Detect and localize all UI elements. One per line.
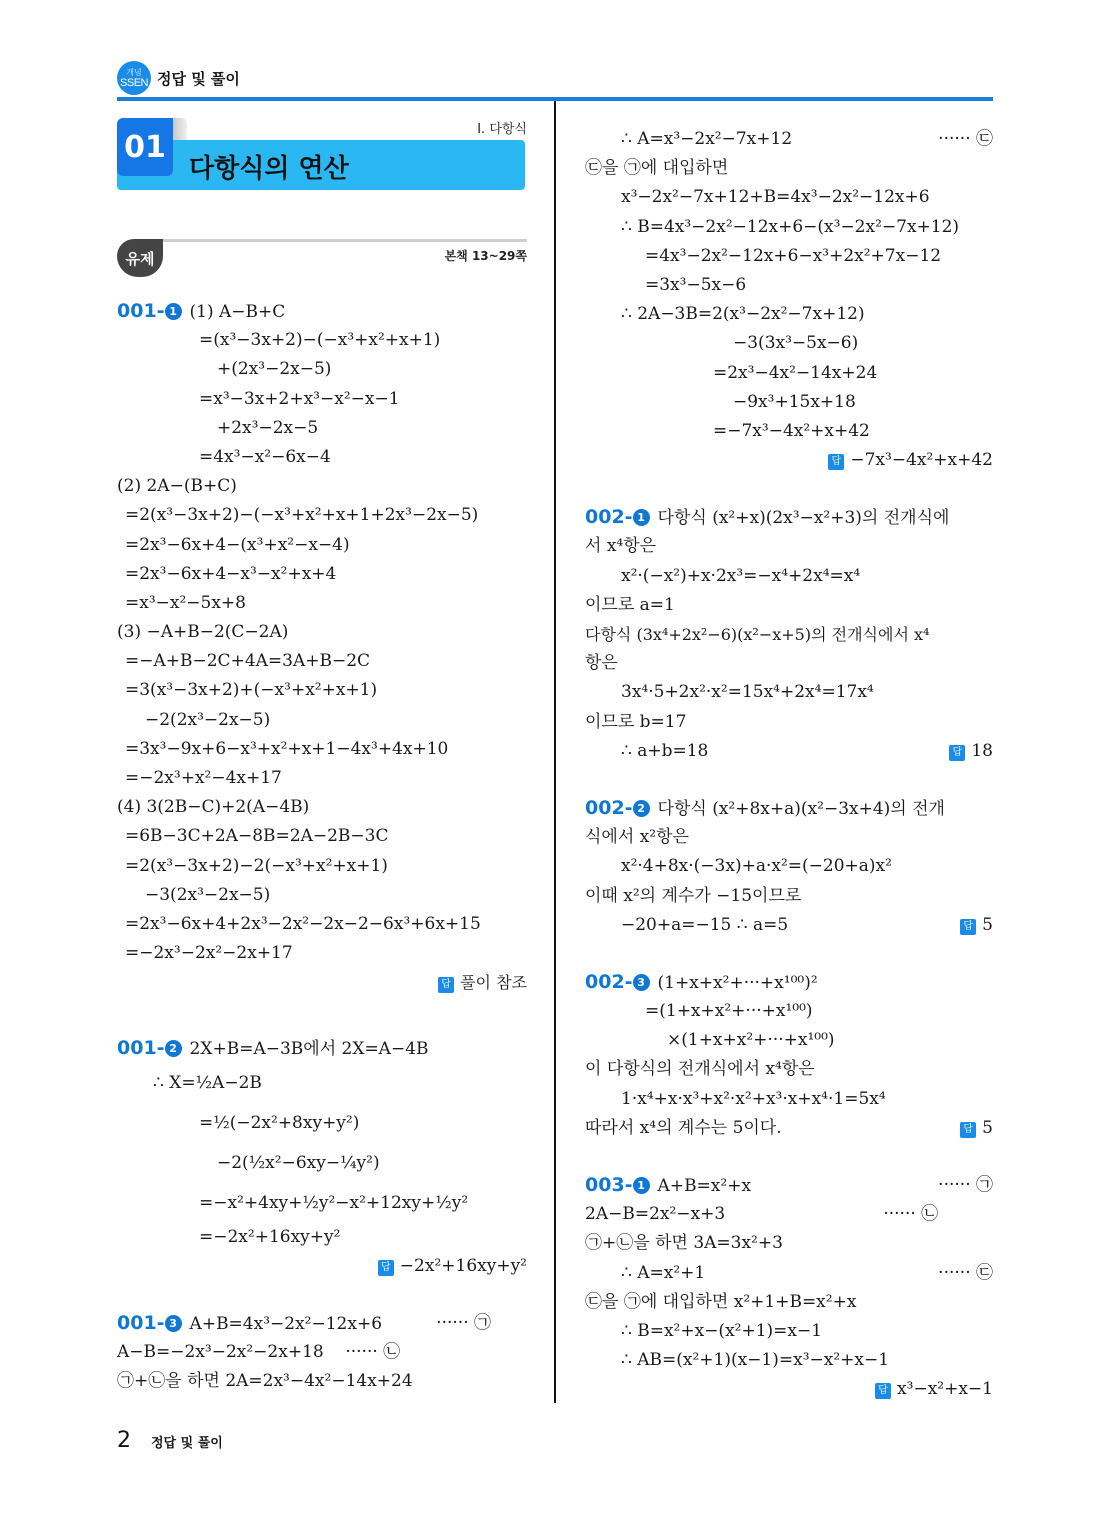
problem-id-text: 002- xyxy=(585,796,633,819)
solution-line: ㉠+㉡을 하면 2A=2x³−4x²−14x+24 xyxy=(117,1371,413,1392)
problem-001-2 xyxy=(117,1034,527,1282)
answer-line xyxy=(585,1375,993,1404)
solution-line: =−2x³−2x²−2x+17 xyxy=(125,943,293,964)
problem-id-text: 002- xyxy=(585,506,633,529)
answer-icon: 답 xyxy=(960,919,976,935)
solution-line: +2x³−2x−5 xyxy=(217,417,319,438)
answer-line xyxy=(960,1114,993,1143)
solution-line: 따라서 x⁴의 계수는 5이다. xyxy=(585,1117,782,1138)
section-badge: 유제 xyxy=(117,239,163,277)
left-column xyxy=(117,297,527,1397)
problem-id xyxy=(585,506,650,528)
answer-text: −2x²+16xy+y² xyxy=(399,1255,527,1276)
answer-text: x³−x²+x−1 xyxy=(897,1379,993,1400)
chapter-fold xyxy=(173,118,187,140)
answer-icon: 답 xyxy=(949,745,965,761)
solution-line: =−2x²+16xy+y² xyxy=(199,1226,341,1247)
solution-line: 다항식 (x²+8x+a)(x²−3x+4)의 전개 xyxy=(657,798,945,819)
answer-icon: 답 xyxy=(378,1260,394,1276)
chapter-title: 다항식의 연산 xyxy=(189,154,349,184)
problem-id-text: 002- xyxy=(585,970,633,993)
solution-line: =6B−3C+2A−8B=2A−2B−3C xyxy=(125,826,389,847)
problem-001-3 xyxy=(117,1309,527,1397)
header-title: 정답 및 풀이 xyxy=(157,69,240,88)
solution-line: =2(x³−3x+2)−2(−x³+x²+x+1) xyxy=(125,855,388,876)
solution-line: −3(2x³−2x−5) xyxy=(145,884,271,905)
solution-line: =−2x³+x²−4x+17 xyxy=(125,768,282,788)
solution-line: =−7x³−4x²+x+42 xyxy=(713,420,870,441)
solution-line: ∴ 2A−3B=2(x³−2x²−7x+12) xyxy=(621,304,865,325)
answer-icon: 답 xyxy=(828,454,844,470)
problem-001-3-continued xyxy=(585,125,993,475)
solution-line: =2(x³−3x+2)−(−x³+x²+x+1+2x³−2x−5) xyxy=(125,505,479,526)
problem-id xyxy=(585,1174,650,1196)
circled-number-icon: 2 xyxy=(633,800,650,817)
problem-002-1 xyxy=(585,503,993,766)
solution-line: 이때 x²의 계수가 −15이므로 xyxy=(585,885,802,906)
equation-tag: ······ ㉡ xyxy=(345,1342,401,1363)
solution-line: =x³−x²−5x+8 xyxy=(125,592,247,613)
problem-id-text: 001- xyxy=(117,1036,165,1059)
solution-line: =2x³−6x+4−x³−x²+x+4 xyxy=(125,563,337,584)
solution-line: ∴ X=½A−2B xyxy=(153,1072,262,1093)
solution-line: 2X+B=A−3B에서 2X=A−4B xyxy=(189,1038,429,1059)
solution-line: ∴ A=x³−2x²−7x+12 xyxy=(621,129,793,149)
equation-tag: ······ ㉠ xyxy=(938,1175,993,1195)
problem-id xyxy=(117,300,182,322)
solution-line: 2A−B=2x²−x+3 xyxy=(585,1204,726,1225)
equation-tag: ······ ㉡ xyxy=(883,1204,939,1225)
solution-line: 서 x⁴항은 xyxy=(585,536,657,557)
column-divider xyxy=(554,101,556,1403)
problem-id xyxy=(585,797,650,819)
solution-line: −2(½x²−6xy−¼y²) xyxy=(217,1152,380,1173)
answer-text: 5 xyxy=(982,914,993,935)
solution-line: −20+a=−15 ∴ a=5 xyxy=(621,914,789,935)
solution-line: =2x³−6x+4−(x³+x²−x−4) xyxy=(125,534,350,555)
solution-line: ㉢을 ㉠에 대입하면 xyxy=(585,158,729,179)
footer-title: 정답 및 풀이 xyxy=(151,1436,223,1451)
solution-line: 다항식 (3x⁴+2x²−6)(x²−x+5)의 전개식에서 x⁴ xyxy=(585,625,930,644)
solution-line: (1+x+x²+···+x¹⁰⁰)² xyxy=(657,972,818,993)
page-footer xyxy=(117,1428,223,1453)
solution-line: (4) 3(2B−C)+2(A−4B) xyxy=(117,797,310,818)
solution-line: +(2x³−2x−5) xyxy=(217,359,332,380)
logo-bottom-text: SSEN xyxy=(120,77,148,89)
solution-line: ∴ a+b=18 xyxy=(621,740,709,761)
answer-text: −7x³−4x²+x+42 xyxy=(850,450,993,471)
problem-id-text: 001- xyxy=(117,300,165,322)
equation-tag: ······ ㉢ xyxy=(938,129,993,149)
solution-line: 다항식 (x²+x)(2x³−x²+3)의 전개식에 xyxy=(657,508,950,529)
solution-line: ∴ B=4x³−2x²−12x+6−(x³−2x²−7x+12) xyxy=(621,216,960,237)
solution-line: x²·(−x²)+x·2x³=−x⁴+2x⁴=x⁴ xyxy=(621,565,861,586)
problem-001-1 xyxy=(117,297,527,998)
solution-line: 3x⁴·5+2x²·x²=15x⁴+2x⁴=17x⁴ xyxy=(621,682,874,703)
solution-line: 이므로 a=1 xyxy=(585,594,675,615)
solution-line: =(x³−3x+2)−(−x³+x²+x+1) xyxy=(199,330,441,351)
answer-line xyxy=(117,968,527,997)
solution-line: −3(3x³−5x−6) xyxy=(733,333,859,354)
page-number: 2 xyxy=(117,1428,131,1453)
equation-tag: ······ ㉢ xyxy=(938,1262,993,1283)
solution-line: (1) A−B+C xyxy=(189,302,286,322)
circled-number-icon: 1 xyxy=(633,1177,650,1194)
answer-icon: 답 xyxy=(960,1122,976,1138)
solution-line: ㉢을 ㉠에 대입하면 x²+1+B=x²+x xyxy=(585,1291,857,1312)
circled-number-icon: 1 xyxy=(633,509,650,526)
circled-number-icon: 3 xyxy=(165,1315,182,1332)
problem-id-text: 003- xyxy=(585,1174,633,1196)
page-header xyxy=(117,60,240,96)
answer-icon: 답 xyxy=(875,1383,891,1399)
ssen-logo xyxy=(117,61,151,95)
answer-line xyxy=(117,1252,527,1281)
solution-line: =4x³−2x²−12x+6−x³+2x²+7x−12 xyxy=(645,245,942,266)
solution-line: =2x³−6x+4+2x³−2x²−2x−2−6x³+6x+15 xyxy=(125,913,481,934)
answer-line xyxy=(949,737,993,766)
solution-line: −9x³+15x+18 xyxy=(733,391,856,412)
solution-line: A−B=−2x³−2x²−2x+18 xyxy=(117,1342,324,1363)
solution-line: 항은 xyxy=(585,653,618,674)
solution-line: −2(2x³−2x−5) xyxy=(145,709,271,730)
solution-line: ×(1+x+x²+···+x¹⁰⁰) xyxy=(667,1030,835,1051)
solution-line: 이므로 b=17 xyxy=(585,711,687,732)
page-reference: 본책 13~29쪽 xyxy=(444,249,527,263)
solution-line: ㉠+㉡을 하면 3A=3x²+3 xyxy=(585,1233,783,1254)
unit-label: Ⅰ. 다항식 xyxy=(477,122,527,137)
solution-line: (2) 2A−(B+C) xyxy=(117,476,237,497)
problem-003-1 xyxy=(585,1171,993,1405)
solution-line: A+B=x²+x xyxy=(657,1176,752,1196)
problem-id xyxy=(117,1312,182,1334)
answer-icon: 답 xyxy=(438,977,454,993)
solution-line: =3(x³−3x+2)+(−x³+x²+x+1) xyxy=(125,680,378,701)
solution-line: 식에서 x²항은 xyxy=(585,827,689,848)
solution-line: =2x³−4x²−14x+24 xyxy=(713,362,878,383)
problem-id-text: 001- xyxy=(117,1312,165,1335)
logo-top-text: 개념 xyxy=(126,68,142,77)
circled-number-icon: 2 xyxy=(165,1040,182,1057)
solution-line: (3) −A+B−2(C−2A) xyxy=(117,622,289,643)
answer-line xyxy=(960,911,993,940)
solution-line: 1·x⁴+x·x³+x²·x²+x³·x+x⁴·1=5x⁴ xyxy=(621,1088,886,1109)
solution-line: =½(−2x²+8xy+y²) xyxy=(199,1112,360,1133)
solution-line: =−A+B−2C+4A=3A+B−2C xyxy=(125,651,371,672)
circled-number-icon: 1 xyxy=(165,303,182,320)
problem-002-2 xyxy=(585,794,993,940)
problem-id xyxy=(117,1037,182,1059)
solution-line: x³−2x²−7x+12+B=4x³−2x²−12x+6 xyxy=(621,187,930,208)
circled-number-icon: 3 xyxy=(633,974,650,991)
solution-line: =3x³−9x+6−x³+x²+x+1−4x³+4x+10 xyxy=(125,738,449,759)
section-rule xyxy=(147,239,527,242)
chapter-number: 01 xyxy=(117,118,173,176)
answer-line xyxy=(585,446,993,475)
answer-text: 5 xyxy=(982,1117,993,1138)
chapter-banner xyxy=(117,118,527,192)
solution-line: =(1+x+x²+···+x¹⁰⁰) xyxy=(645,1001,813,1022)
right-column xyxy=(585,125,993,1405)
problem-002-3 xyxy=(585,968,993,1143)
solution-line: ∴ A=x²+1 xyxy=(621,1262,706,1283)
solution-line: ∴ B=x²+x−(x²+1)=x−1 xyxy=(621,1320,823,1341)
solution-line: ∴ AB=(x²+1)(x−1)=x³−x²+x−1 xyxy=(621,1350,890,1371)
section-heading xyxy=(117,237,527,277)
solution-line: =3x³−5x−6 xyxy=(645,274,747,295)
answer-text: 풀이 참조 xyxy=(460,973,527,993)
answer-text: 18 xyxy=(971,740,993,761)
solution-line: =−x²+4xy+½y²−x²+12xy+½y² xyxy=(199,1192,469,1213)
solution-line: =x³−3x+2+x³−x²−x−1 xyxy=(199,388,400,409)
solution-line: A+B=4x³−2x²−12x+6 xyxy=(189,1314,383,1335)
solution-line: =4x³−x²−6x−4 xyxy=(199,446,331,467)
solution-line: x²·4+8x·(−3x)+a·x²=(−20+a)x² xyxy=(621,856,892,877)
equation-tag: ······ ㉠ xyxy=(436,1313,491,1334)
problem-id xyxy=(585,971,650,993)
solution-line: 이 다항식의 전개식에서 x⁴항은 xyxy=(585,1059,815,1080)
